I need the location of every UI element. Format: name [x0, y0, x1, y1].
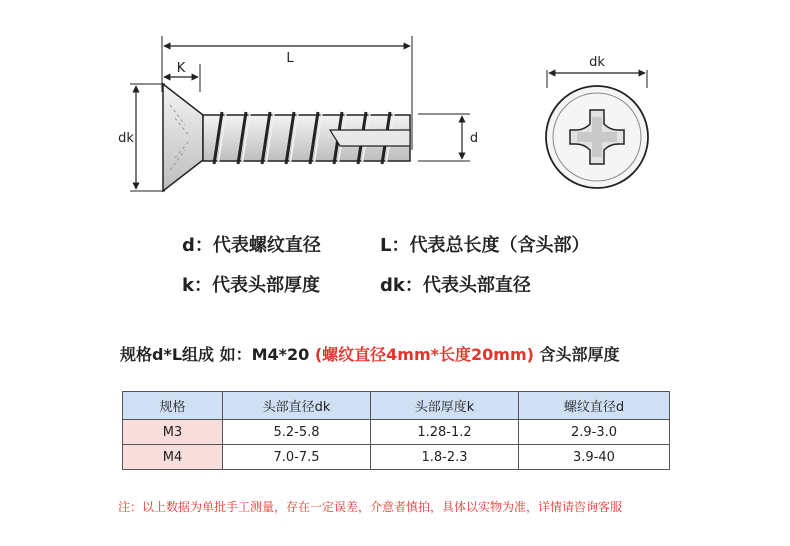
spec-suffix: 含头部厚度	[533, 345, 620, 364]
spec-table	[122, 391, 670, 470]
legend-dk: dk：代表头部直径	[380, 275, 531, 296]
header-spec: 规格	[123, 392, 223, 420]
screw-top-view	[546, 70, 648, 188]
header-thread-diameter: 螺纹直径d	[519, 392, 670, 420]
header-head-thickness: 头部厚度k	[371, 392, 519, 420]
label-dk-top: dk	[589, 55, 605, 70]
spec-format-line	[120, 342, 620, 365]
label-K: K	[176, 61, 186, 76]
cell-spec: M4	[123, 445, 223, 470]
screw-side-view	[163, 84, 410, 191]
cell-thread-diameter: 2.9-3.0	[519, 420, 670, 445]
header-head-diameter: 头部直径dk	[223, 392, 371, 420]
cell-head-thickness: 1.8-2.3	[371, 445, 519, 470]
spec-example-detail: (螺纹直径4mm*长度20mm)	[314, 345, 534, 364]
cell-spec: M3	[123, 420, 223, 445]
legend-L: L：代表总长度（含头部）	[380, 235, 590, 256]
label-L: L	[286, 51, 294, 66]
cell-head-diameter: 5.2-5.8	[223, 420, 371, 445]
label-d: d	[469, 131, 479, 146]
table-row	[123, 420, 670, 445]
cell-head-diameter: 7.0-7.5	[223, 445, 371, 470]
spec-prefix: 规格d*L组成 如：M4*20	[120, 345, 315, 364]
label-dk-side: dk	[118, 131, 134, 146]
table-row	[123, 445, 670, 470]
cell-thread-diameter: 3.9-40	[519, 445, 670, 470]
legend-k: k：代表头部厚度	[182, 275, 320, 296]
table-header-row	[123, 392, 670, 420]
disclaimer-note: 注：以上数据为单批手工测量，存在一定误差，介意者慎拍，具体以实物为准，详情请咨询客服	[118, 500, 623, 514]
screw-diagram	[0, 0, 790, 215]
cell-head-thickness: 1.28-1.2	[371, 420, 519, 445]
legend-d: d：代表螺纹直径	[182, 235, 321, 256]
